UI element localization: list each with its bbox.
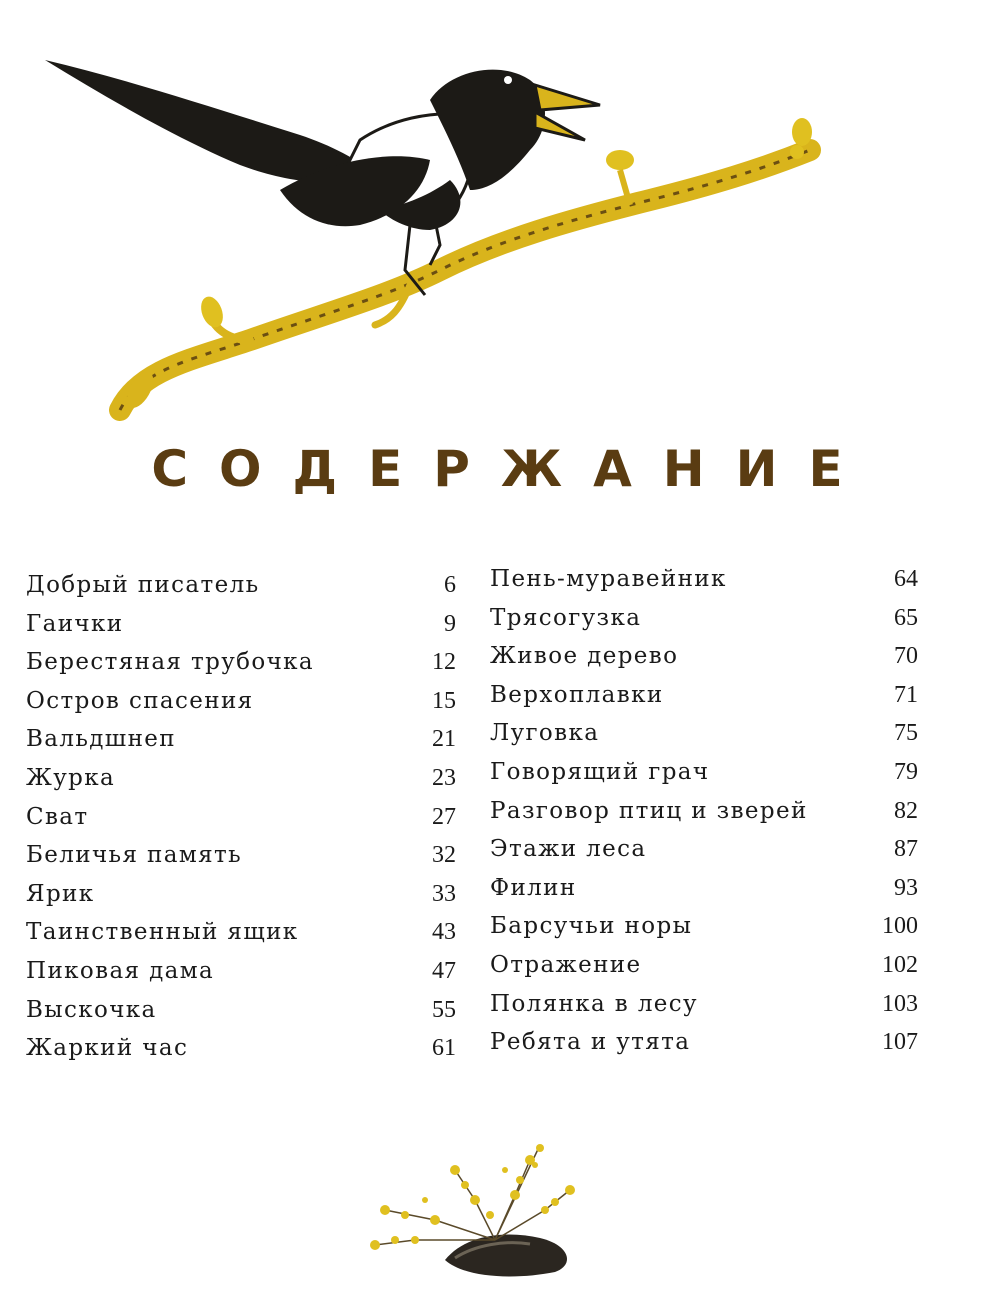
toc-entry-page: 12 (432, 649, 456, 676)
toc-entry-page: 43 (432, 919, 456, 946)
toc-entry-title: Ребята и утята (490, 1029, 691, 1056)
toc-entry-title: Полянка в лесу (490, 990, 698, 1017)
toc-entry[interactable] (490, 1029, 918, 1068)
page-title: СОДЕРЖАНИЕ (151, 440, 874, 498)
toc-entry-title: Живое дерево (490, 643, 679, 670)
toc-entry[interactable] (26, 611, 456, 650)
toc-entry-title: Добрый писатель (26, 572, 260, 598)
toc-entry-title: Журка (26, 764, 116, 791)
toc-entry[interactable] (26, 997, 456, 1036)
toc-entry[interactable] (490, 952, 918, 991)
toc-entry-page: 55 (432, 996, 456, 1023)
toc-entry-page: 70 (894, 643, 918, 670)
toc-entry[interactable] (26, 726, 456, 765)
toc-entry[interactable] (490, 759, 918, 798)
toc-entry-page: 103 (882, 990, 918, 1017)
toc-entry-title: Верхоплавки (490, 681, 664, 708)
toc-entry-page: 23 (432, 764, 456, 791)
toc-entry[interactable] (490, 682, 918, 721)
toc-entry-title: Жаркий час (26, 1035, 189, 1062)
toc-entry[interactable] (26, 765, 456, 804)
toc-entry-title: Барсучьи норы (490, 913, 693, 940)
toc-right-column (490, 566, 918, 1068)
toc-entry-page: 21 (432, 726, 456, 753)
toc-entry[interactable] (490, 605, 918, 644)
toc-entry[interactable] (26, 919, 456, 958)
toc-entry-title: Этажи леса (490, 836, 647, 863)
toc-entry-page: 79 (894, 758, 918, 785)
toc-entry-title: Сват (26, 803, 89, 830)
toc-entry-page: 33 (432, 880, 456, 907)
toc-entry-page: 15 (432, 687, 456, 714)
toc-entry-page: 61 (432, 1035, 456, 1062)
toc-entry[interactable] (26, 881, 456, 920)
toc-entry-title: Пень-муравейник (490, 566, 727, 592)
toc-entry[interactable] (490, 720, 918, 759)
toc-entry[interactable] (490, 566, 918, 605)
toc-entry-title: Гаички (26, 610, 124, 637)
shrub-illustration (355, 1140, 585, 1280)
toc-entry-page: 93 (894, 874, 918, 901)
toc-entry[interactable] (490, 875, 918, 914)
toc-left-column (26, 572, 456, 1074)
toc-entry-title: Выскочка (26, 996, 157, 1023)
toc-entry-page: 100 (882, 913, 918, 940)
toc-entry-page: 87 (894, 836, 918, 863)
toc-entry-page: 82 (894, 797, 918, 824)
toc-entry-title: Остров спасения (26, 687, 254, 714)
toc-entry-page: 71 (894, 681, 918, 708)
toc-entry[interactable] (26, 688, 456, 727)
toc-entry-page: 32 (432, 842, 456, 869)
toc-entry-page: 6 (444, 572, 456, 598)
toc-entry[interactable] (490, 836, 918, 875)
toc-entry-page: 65 (894, 604, 918, 631)
toc-entry[interactable] (26, 958, 456, 997)
toc-entry[interactable] (26, 572, 456, 611)
toc-entry[interactable] (26, 1035, 456, 1074)
toc-entry-page: 107 (882, 1029, 918, 1056)
toc-entry-page: 64 (894, 566, 918, 592)
toc-entry[interactable] (490, 991, 918, 1030)
magpie-illustration (30, 40, 830, 430)
toc-entry-title: Вальдшнеп (26, 726, 176, 753)
toc-entry[interactable] (490, 913, 918, 952)
toc-entry-title: Беличья память (26, 842, 243, 869)
toc-entry[interactable] (490, 798, 918, 837)
toc-entry[interactable] (26, 649, 456, 688)
toc-entry[interactable] (26, 842, 456, 881)
toc-entry-page: 9 (444, 610, 456, 637)
toc-entry-title: Таинственный ящик (26, 919, 299, 946)
toc-entry-title: Говорящий грач (490, 758, 710, 785)
toc-entry-page: 27 (432, 803, 456, 830)
toc-entry-title: Отражение (490, 951, 642, 978)
toc-entry-page: 47 (432, 957, 456, 984)
toc-entry-title: Разговор птиц и зверей (490, 797, 808, 824)
toc-entry-title: Луговка (490, 720, 600, 747)
toc-entry-page: 102 (882, 951, 918, 978)
toc-entry[interactable] (26, 804, 456, 843)
toc-entry[interactable] (490, 643, 918, 682)
toc-entry-title: Пиковая дама (26, 957, 215, 984)
toc-entry-title: Берестяная трубочка (26, 649, 315, 676)
toc-entry-page: 75 (894, 720, 918, 747)
toc-entry-title: Филин (490, 874, 577, 901)
toc-entry-title: Ярик (26, 880, 95, 907)
toc-entry-title: Трясогузка (490, 604, 642, 631)
